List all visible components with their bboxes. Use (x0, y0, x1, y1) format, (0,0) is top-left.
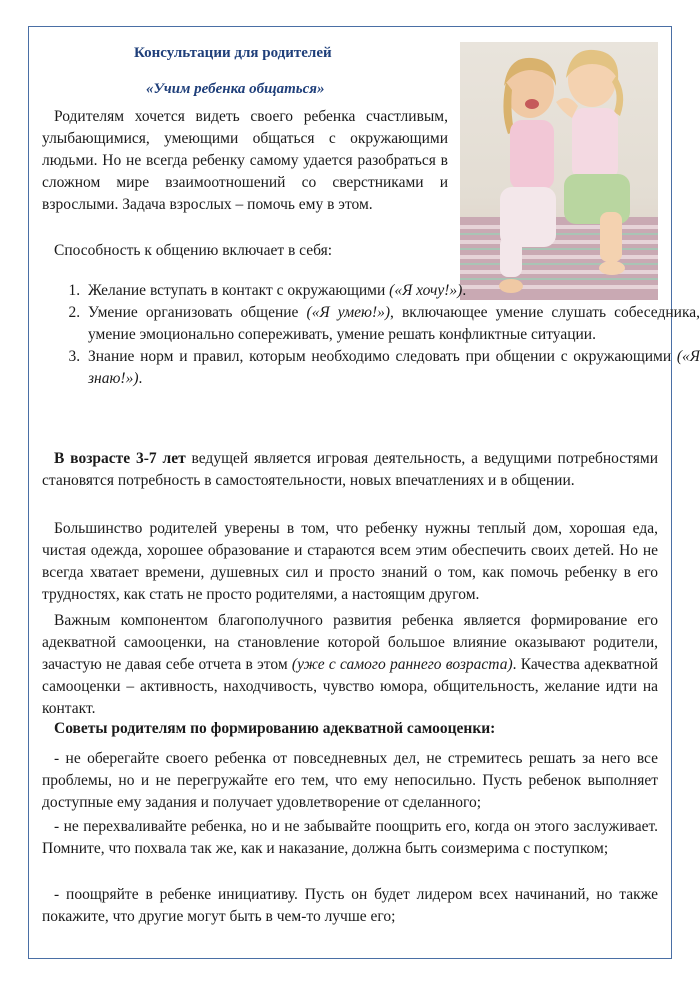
list-item: 2. Умение организовать общение («Я умею!»), включающее умение слушать собеседника, умение эмоционально сопереживать, умение решать конфликтные ситуации. (84, 302, 700, 346)
self-esteem-paragraph: Важным компонентом благополучного развития ребенка является формирование его адекватной самооценки, на становление которой большое влияние оказывают родители, зачастую не давая себе отчета в этом (уже с самого раннего возраста). Качества адекватной самооценки – активность, находчивость, чувство юмора, общительность, желание идти на контакт. (42, 612, 658, 717)
advice-item: - поощряйте в ребенке инициативу. Пусть он будет лидером всех начинаний, но также покажите, что другие могут быть в чем-то лучше его; (42, 886, 658, 925)
advice-heading: Советы родителям по формированию адекватной самооценки: (54, 720, 496, 737)
list-item: 1. Желание вступать в контакт с окружающими («Я хочу!»). (84, 280, 700, 302)
abilities-list (42, 280, 700, 390)
intro-paragraph: Родителям хочется видеть своего ребенка счастливым, улыбающимися, умеющими общаться с окружающими людьми. Но не всегда ребенку самому удается разобраться в сложном мире взаимоотношений со сверстниками и взрослыми. Задача взрослых – помочь ему в этом. (42, 108, 448, 213)
parents-paragraph: Большинство родителей уверены в том, что ребенку нужны теплый дом, хорошая еда, чистая одежда, хорошее образование и стараются всем этим обеспечить своих детей. Но не всегда хватает времени, душевных сил и просто знаний о том, как помочь ребенку в его трудностях, как стать не просто родителями, а настоящим другом. (42, 520, 658, 603)
list-item: 3. Знание норм и правил, которым необходимо следовать при общении с окружающими («Я знаю!»). (84, 346, 700, 390)
abilities-lead: Способность к общению включает в себя: (54, 242, 333, 259)
page-subtitle: «Учим ребенка общаться» (146, 81, 325, 97)
advice-item: - не оберегайте своего ребенка от повседневных дел, не стремитесь решать за него все проблемы, но и не перегружайте его тем, что ему непосильно. Пусть ребенок выполняет доступные ему задания и получает удовлетворение от сделанного; (42, 750, 658, 811)
two-girls-photo (460, 42, 658, 300)
page-title: Консультации для родителей (134, 45, 332, 61)
age-paragraph: В возрасте 3-7 лет ведущей является игровая деятельность, а ведущими потребностями становятся потребность в самостоятельности, новых впечатлениях и в общении. (42, 450, 658, 489)
advice-item: - не перехваливайте ребенка, но и не забывайте поощрить его, когда он этого заслуживает. Помните, что похвала так же, как и наказание, должна быть соизмерима с поступком; (42, 818, 658, 857)
